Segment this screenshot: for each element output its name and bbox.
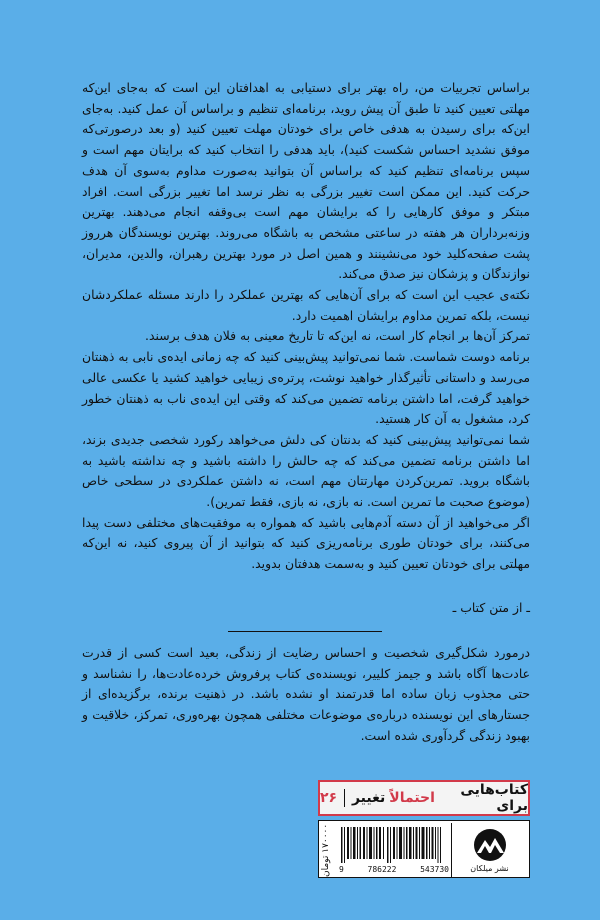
excerpt-paragraph: نکته‌ی عجیب این است که برای آن‌هایی که بهترین عملکرد را دارند مسئله عملکردشان نیست، بلکه تمرین مداوم برایشان اهمیت دارد. [82,287,530,323]
price-label: ۱۷۰۰۰۰ تومان [321,823,331,877]
series-badge [318,780,530,816]
series-accent: احتمالاً [389,790,435,806]
series-suffix: تغییر [351,790,386,806]
publisher-logo [451,823,527,877]
excerpt-text [82,78,530,575]
section-divider [228,631,382,632]
excerpt-paragraph: اگر می‌خواهید از آن دسته آدم‌هایی باشید که همواره به موفقیت‌های مختلفی دست پیدا می‌کنند، برای خودتان طوری برنامه‌ریزی کنید که بتوانید از آن پیروی کنید، نه این‌که مهلتی برای خودتان تعیین کنید و به‌سمت هدفتان بدوید. [82,514,530,572]
barcode-digit-group: 786222 [367,865,397,874]
excerpt-paragraph: تمرکز آن‌ها بر انجام کار است، نه این‌که تا تاریخ معینی به فلان هدف برسند. [145,328,530,344]
publisher-name: نشر میلکان [470,863,509,873]
barcode-number [339,865,449,874]
barcode-panel [318,820,530,878]
excerpt-paragraph: شما نمی‌توانید پیش‌بینی کنید که بدنتان کی دلش می‌خواهد رکورد شخصی جدیدی بزند، اما داشتن برنامه تضمین می‌کند که چه حالش را داشته باشید و چه نداشته باشید به باشگاه بروید. تمرین‌کردن مهارتتان مهم است، نه داشتن عملکردی در سطحی خاص (موضوع صحبت ما تمرین است. نه بازی، نه بازی، فقط تمرین). [82,431,530,510]
series-prefix: کتاب‌هایی برای [460,782,528,814]
series-separator [344,789,345,807]
barcode-icon [341,827,441,863]
barcode-digit-group: 9 [339,865,344,874]
barcode-digit-group: 543730 [420,865,449,874]
excerpt-paragraph: برنامه دوست شماست. شما نمی‌توانید پیش‌بینی کنید که چه زمانی ایده‌ی نابی به ذهنتان می‌رسد و داستانی تأثیرگذار خواهید نوشت، پرتره‌ی زیبایی خواهید کشید یا عکسی عالی خواهید گرفت، اما داشتن برنامه تضمین می‌کند که وقتی این ایده‌ی ناب به ذهنتان خطور کرد، مشغول به آن کار هستید. [82,349,530,427]
author-blurb: درمورد شکل‌گیری شخصیت و احساس رضایت از زندگی، بعید است کسی از قدرت عادت‌ها آگاه باشد و جیمز کلییر، نویسنده‌ی کتاب پرفروش خرده‌عادت‌ها، را نشناسد و حتی مجذوب زبان ساده اما قدرتمند او نشده باشد. در ذهنیت برنده، برگزیده‌ای از جستارهای این نویسنده درباره‌ی موضوعات مختلفی همچون بهره‌وری، تمرکز، خلاقیت و بهبود زندگی گردآوری شده است. [82,645,530,743]
series-number: ۲۶ [320,790,338,806]
mountain-logo-icon [469,828,511,862]
excerpt-paragraph: براساس تجربیات من، راه بهتر برای دستیابی به اهدافتان این است که به‌جای این‌که مهلتی تعیین کنید تا طبق آن پیش روید، برنامه‌ای تنظیم و براساس آن عمل کنید. به‌جای این‌که برای رسیدن به هدفی خاص برای خودتان مهلت تعیین کنید (و بعد درصورتی‌که موفق نشدید احساس شکست کنید)، باید هدفی را انتخاب کنید که برایتان مهم است و سپس برنامه‌ای تنظیم کنید که براساس آن بتوانید به‌صورت مداوم به‌سوی آن هدف حرکت کنید. این ممکن است تغییر بزرگی به نظر نرسد اما تغییر بزرگی است. افراد مبتکر و موفق کارهایی را که برایشان مهم است بی‌وقفه انجام می‌دهند. بهترین وزنه‌برداران هر هفته در ساعتی مشخص به باشگاه می‌روند. بهترین نویسندگان هرروز پشت صفحه‌کلید خود می‌نشینند و همین اصل در مورد بهترین رهبران، والدین، مدیران، نوازندگان و پزشکان نیز صدق می‌کند. [82,80,530,282]
excerpt-source: ـ از متن کتاب ـ [452,600,530,615]
